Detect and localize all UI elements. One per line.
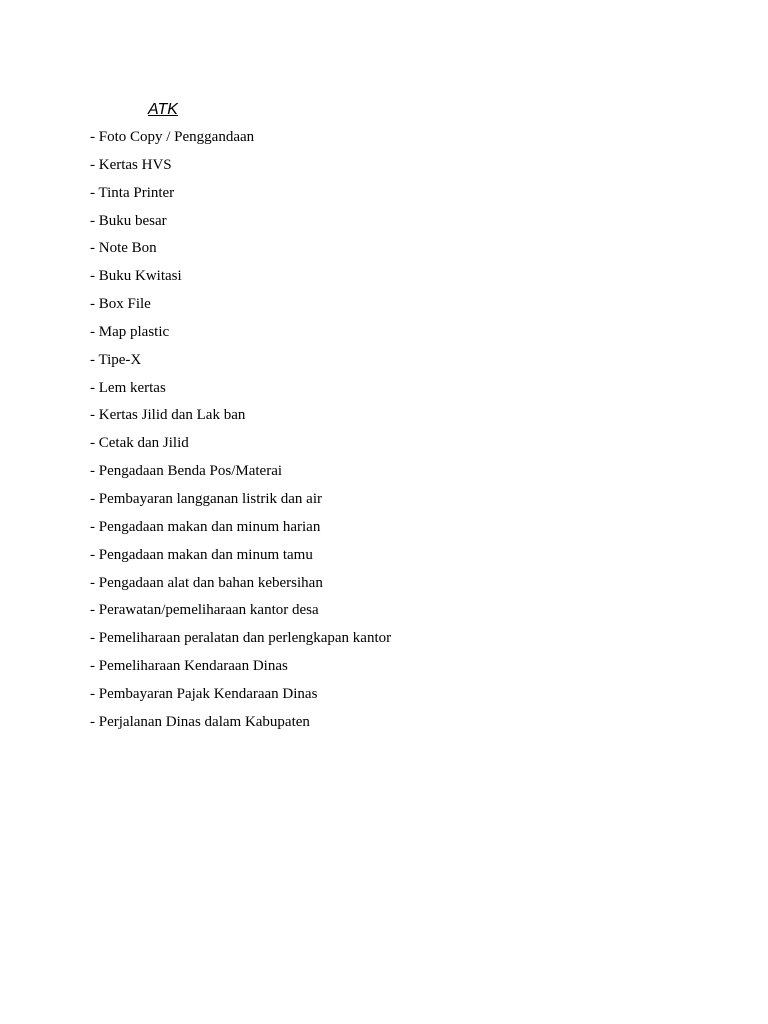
list-item: - Foto Copy / Penggandaan	[90, 129, 255, 145]
list-item: - Map plastic	[90, 323, 170, 340]
list-item: - Lem kertas	[90, 379, 166, 396]
list-item: - Pengadaan makan dan minum harian	[90, 518, 321, 535]
list-item: - Note Bon	[90, 240, 157, 257]
list-item: - Kertas HVS	[90, 156, 172, 173]
list-item: - Buku Kwitasi	[90, 268, 182, 285]
list-item: - Buku besar	[90, 212, 167, 229]
list-item: - Pembayaran Pajak Kendaraan Dinas	[90, 685, 318, 702]
list-item: - Pengadaan Benda Pos/Materai	[90, 463, 283, 480]
list-item: - Perjalanan Dinas dalam Kabupaten	[90, 713, 310, 730]
list-item: - Perawatan/pemeliharaan kantor desa	[90, 602, 319, 619]
item-list	[90, 127, 391, 740]
list-item: - Kertas Jilid dan Lak ban	[90, 407, 246, 424]
list-item: - Pembayaran langganan listrik dan air	[90, 490, 323, 507]
list-item: - Cetak dan Jilid	[90, 435, 189, 452]
list-item: - Tinta Printer	[90, 184, 175, 201]
list-item: - Pengadaan makan dan minum tamu	[90, 546, 313, 563]
list-item: - Box File	[90, 296, 151, 313]
document-title: ATK	[148, 101, 178, 118]
list-item: - Pemeliharaan peralatan dan perlengkapan kantor	[90, 630, 392, 647]
list-item: - Pemeliharaan Kendaraan Dinas	[90, 658, 288, 675]
list-item: - Pengadaan alat dan bahan kebersihan	[90, 574, 323, 591]
list-item: - Tipe-X	[90, 351, 142, 368]
